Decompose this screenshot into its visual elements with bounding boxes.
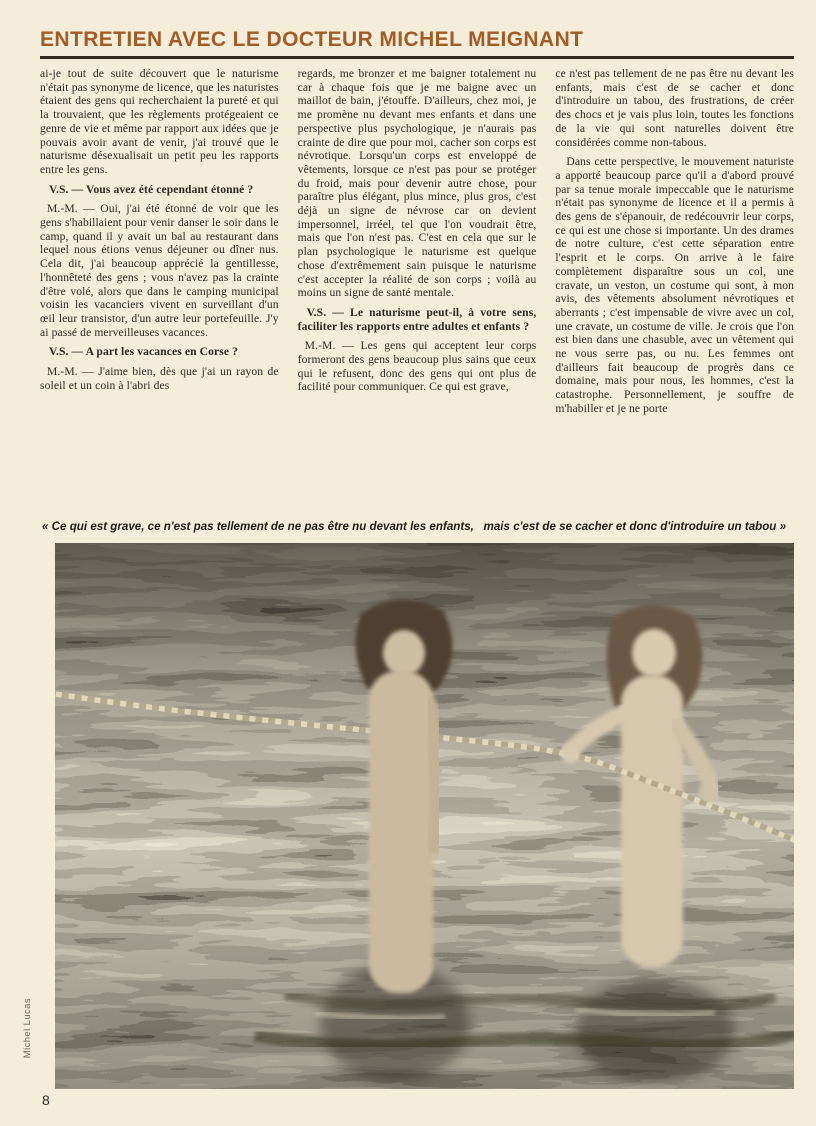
article-column-2 <box>298 67 537 422</box>
article-column-3 <box>555 67 794 422</box>
interview-answer: M.-M. — Oui, j'ai été étonné de voir que les gens s'habillaient pour venir danser le soir dans le camp, quand il y avait un bal au restaurant dans lequel nous étions venus déjeuner ou dîner nus. Cela dit, j'ai beaucoup apprécié la gentillesse, l'honnêteté des gens ; vous n'avez pas la crainte d'être volé, alors que dans le camping municipal voisin les vacanciers vivent en surveillant d'un œil leur transistor, d'un autre leur portefeuille. J'y ai passé de merveilleuses vacances. <box>40 202 279 339</box>
page-title: ENTRETIEN AVEC LE DOCTEUR MICHEL MEIGNANT <box>40 28 584 51</box>
masthead <box>40 28 794 59</box>
interview-answer: M.-M. — J'aime bien, dès que j'ai un rayon de soleil et un coin à l'abri des <box>40 365 279 392</box>
photo-credit: Michel Lucas <box>22 998 33 1059</box>
paragraph: ce n'est pas tellement de ne pas être nu devant les enfants, mais c'est de se cacher et donc d'introduire un tabou, des frustrations, de créer des chocs et je vais plus loin, toutes les fonctions de la vie qui sont naturelles doivent être considérées comme non-tabous. <box>555 67 795 149</box>
article-body <box>40 67 794 422</box>
title-rule <box>40 56 794 59</box>
page-number: 8 <box>42 1092 50 1108</box>
article-photo <box>55 543 794 1089</box>
interview-question: V.S. — A part les vacances en Corse ? <box>49 345 238 359</box>
water-scene-illustration <box>55 543 794 1089</box>
paragraph: regards, me bronzer et me baigner totalement nu car à chaque fois que je me baigne avec un maillot de bain, j'étouffe. D'ailleurs, chez moi, je me promène nu devant mes enfants et dans une perspective plus psychologique, je n'aurais pas crainte de dire que pour moi, cacher son corps est névrotique. Lorsqu'un corps est enveloppé de vêtements, lorsque ce n'est pas pour se protéger du froid, mais pour devenir autre chose, pour paraître plus élégant, plus mince, plus gros, c'est déjà un signe de névrose car on devient impersonnel, irréel, tel que l'on voudrait être, mais que l'on n'est pas. C'est en cela que sur le plan psychologique le naturisme est quelque chose d'extrêmement sain puisque le naturisme c'est accepter la réalité de son corps ; voilà au moins un signe de santé mentale. <box>297 67 537 300</box>
photo-caption: « Ce qui est grave, ce n'est pas tellement de ne pas être nu devant les enfants, mais c'est de se cacher et donc d'introduire un tabou » <box>42 520 787 533</box>
article-column-1 <box>40 67 279 422</box>
interview-question: V.S. — Vous avez été cependant étonné ? <box>49 182 254 196</box>
paragraph: ai-je tout de suite découvert que le naturisme n'était pas synonyme de licence, que les naturistes étaient des gens qui recherchaient la pureté et qui la trouvaient, que les règlements protégeaient ce genre de vie et même par rapport aux idées que je pouvais avoir avant de venir, j'ai trouvé que le naturisme désexualisait un petit peu les rapports entre les gens. <box>40 67 279 176</box>
interview-answer: M.-M. — Les gens qui acceptent leur corps formeront des gens beaucoup plus sains que ceux qui le refusent, donc des gens qui ont plus de facilité pour communiquer. Ce qui est grave, <box>297 339 537 394</box>
interview-question: V.S. — Le naturisme peut-il, à votre sens, faciliter les rapports entre adultes et enfants ? <box>297 305 537 333</box>
paragraph: Dans cette perspective, le mouvement naturiste a apporté beaucoup parce qu'il a d'abord prouvé par sa tenue morale impeccable que le naturisme n'était pas synonyme de licence et il a permis à des gens de s'épanouir, de redécouvrir leur corps, ce qui est une chose si importante. Un des drames de notre culture, c'est cette séparation entre l'esprit et le corps. On arrive à le faire complètement disparaître sous un col, une cravate, un veston, un costume qui sont, à mon avis, des vêtements absolument névrotiques et aberrants ; c'est impensable de vivre avec un col, une cravate, un costume de ville. Je crois que l'on est bien dans une chasuble, avec un vêtement qui ne vous serre pas, ou nu. Les femmes ont d'ailleurs fait beaucoup de progrès dans ce domaine, mais pour nous, les hommes, c'est la catastrophe. Personnellement, je souffre de m'habiller et je ne porte <box>555 155 795 415</box>
